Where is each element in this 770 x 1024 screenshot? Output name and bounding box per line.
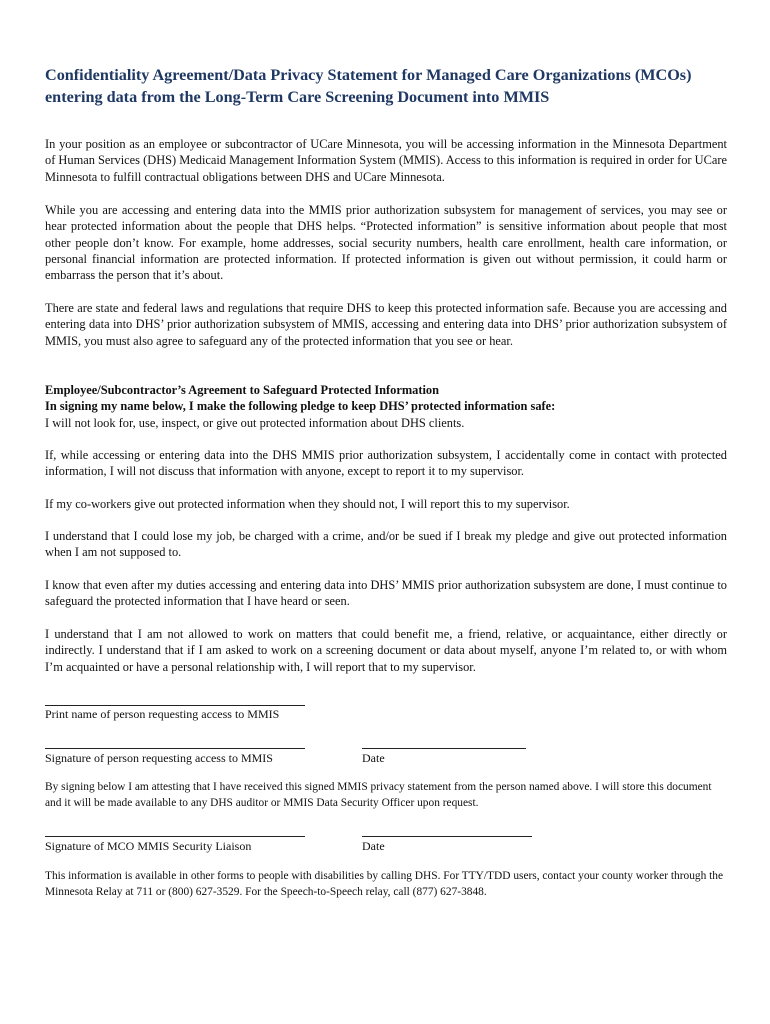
- accessibility-footer: This information is available in other forms to people with disabilities by calling DHS. For TTY/TDD users, contact your county worker through the Minnesota Relay at 711 or (800) 627-3529. For the Speech-to-Speech relay, call (877) 627-3848.: [45, 870, 724, 898]
- print-name-label: Print name of person requesting access to MMIS: [45, 707, 280, 721]
- pledge-item: If, while accessing or entering data into the DHS MMIS prior authorization subsystem, I accidentally come in contact with protected information, I will not discuss that information with anyone, except to report it to my supervisor.: [45, 448, 727, 479]
- liaison-date-line[interactable]: [362, 836, 532, 837]
- pledge-item: If my co-workers give out protected information when they should not, I will report this to my supervisor.: [45, 497, 570, 511]
- pledge-intro: In signing my name below, I make the following pledge to keep DHS’ protected information safe:: [45, 399, 556, 414]
- signature-label: Signature of person requesting access to MMIS: [45, 751, 273, 765]
- pledge-item: I understand that I am not allowed to work on matters that could benefit me, a friend, relative, or acquaintance, either directly or indirectly. I understand that if I am asked to work on a screening document or data about myself, anyone I’m related to, or with whom I’m acquainted or have a personal relationship with, I will report that to my supervisor.: [45, 627, 727, 674]
- pledge-item: I know that even after my duties accessing and entering data into DHS’ MMIS prior authorization subsystem are done, I must continue to safeguard the protected information that I have heard or seen.: [45, 578, 727, 609]
- attestation-text: By signing below I am attesting that I have received this signed MMIS privacy statement from the person named above. I will store this document and it will be made available to any DHS auditor or MMIS Data Security Officer upon request.: [45, 781, 712, 809]
- liaison-signature-line[interactable]: [45, 836, 305, 837]
- date-label: Date: [362, 751, 385, 765]
- agreement-section: [45, 382, 727, 431]
- document-title: Confidentiality Agreement/Data Privacy Statement for Managed Care Organizations (MCOs) entering data from the Long-Term Care Screening Document into MMIS: [45, 66, 692, 106]
- agreement-heading: Employee/Subcontractor’s Agreement to Safeguard Protected Information: [45, 383, 440, 397]
- pledge-item: I will not look for, use, inspect, or give out protected information about DHS clients.: [45, 415, 465, 430]
- pledge-item: I understand that I could lose my job, be charged with a crime, and/or be sued if I break my pledge and give out protected information when I am not supposed to.: [45, 529, 727, 560]
- intro-paragraph-3: There are state and federal laws and regulations that require DHS to keep this protected information safe. Because you are accessing and entering data into DHS’ prior authorization subsystem of MMIS, accessing and entering data into DHS’ prior authorization subsystem of MMIS, you must also agree to safeguard any of the protected information that you see or hear.: [45, 301, 727, 348]
- intro-paragraph-2: While you are accessing and entering data into the MMIS prior authorization subsystem for management of services, you may see or hear protected information about the people that DHS helps. “Protected information” is sensitive information about people that most other people don’t know. For example, home addresses, social security numbers, health care enrollment, health care information, or personal financial information are protected information. If protected information is given out without permission, it could harm or embarrass the person that it’s about.: [45, 203, 727, 283]
- date-line[interactable]: [362, 748, 526, 749]
- liaison-date-label: Date: [362, 839, 385, 853]
- liaison-signature-label: Signature of MCO MMIS Security Liaison: [45, 839, 252, 853]
- signature-line[interactable]: [45, 748, 305, 749]
- print-name-line[interactable]: [45, 705, 305, 706]
- intro-paragraph-1: In your position as an employee or subcontractor of UCare Minnesota, you will be accessing information in the Minnesota Department of Human Services (DHS) Medicaid Management Information System (MMIS). Access to this information is required in order for UCare Minnesota to fulfill contractual obligations between DHS and UCare Minnesota.: [45, 137, 727, 184]
